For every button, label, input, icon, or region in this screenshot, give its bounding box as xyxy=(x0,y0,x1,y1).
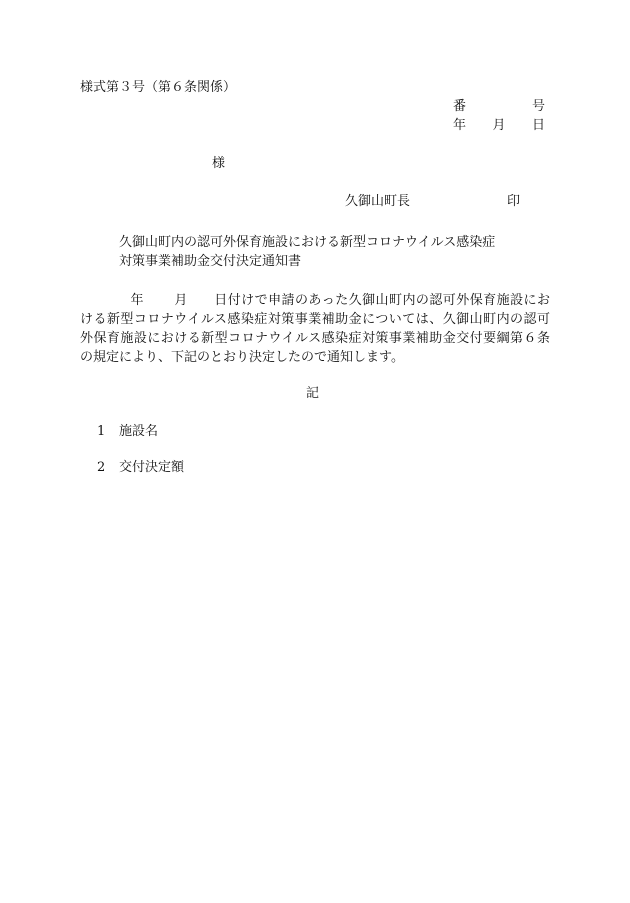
form-number-label: 様式第３号（第６条関係） xyxy=(80,80,237,95)
body-line-3: 外保育施設における新型コロナウイルス感染症対策事業補助金交付要綱第６条 xyxy=(80,331,550,346)
body-line-1-text: 日付けで申請のあった久御山町内の認可外保育施設にお xyxy=(213,293,550,308)
seal-mark: 印 xyxy=(507,194,521,209)
issuer-name: 久御山町長 xyxy=(345,194,411,209)
date-year-label: 年 xyxy=(453,118,467,133)
item-label: 交付決定額 xyxy=(119,460,185,475)
item-number: 1 xyxy=(97,424,106,439)
document-date-line xyxy=(453,118,545,134)
document-title-line-1: 久御山町内の認可外保育施設における新型コロナウイルス感染症 xyxy=(119,235,496,250)
addressee-suffix: 様 xyxy=(212,156,226,171)
body-line-4: の規定により、下記のとおり決定したので通知します。 xyxy=(80,350,404,365)
list-item xyxy=(97,460,184,476)
list-item xyxy=(97,424,158,440)
date-day-label: 日 xyxy=(531,118,545,133)
body-date-month: 月 xyxy=(173,293,188,308)
item-number: 2 xyxy=(97,460,106,475)
ki-heading: 記 xyxy=(306,386,320,401)
body-line-2: ける新型コロナウイルス感染症対策事業補助金については、久御山町内の認可 xyxy=(80,312,550,327)
body-date-year: 年 xyxy=(130,293,144,308)
notice-body xyxy=(80,291,550,367)
number-go-label: 号 xyxy=(531,99,545,114)
body-line-1 xyxy=(80,291,550,310)
date-month-label: 月 xyxy=(492,118,506,133)
number-ban-label: 番 xyxy=(453,99,467,114)
document-number-line xyxy=(453,99,545,115)
item-label: 施設名 xyxy=(119,424,159,439)
document-title-line-2: 対策事業補助金交付決定通知書 xyxy=(119,254,302,269)
